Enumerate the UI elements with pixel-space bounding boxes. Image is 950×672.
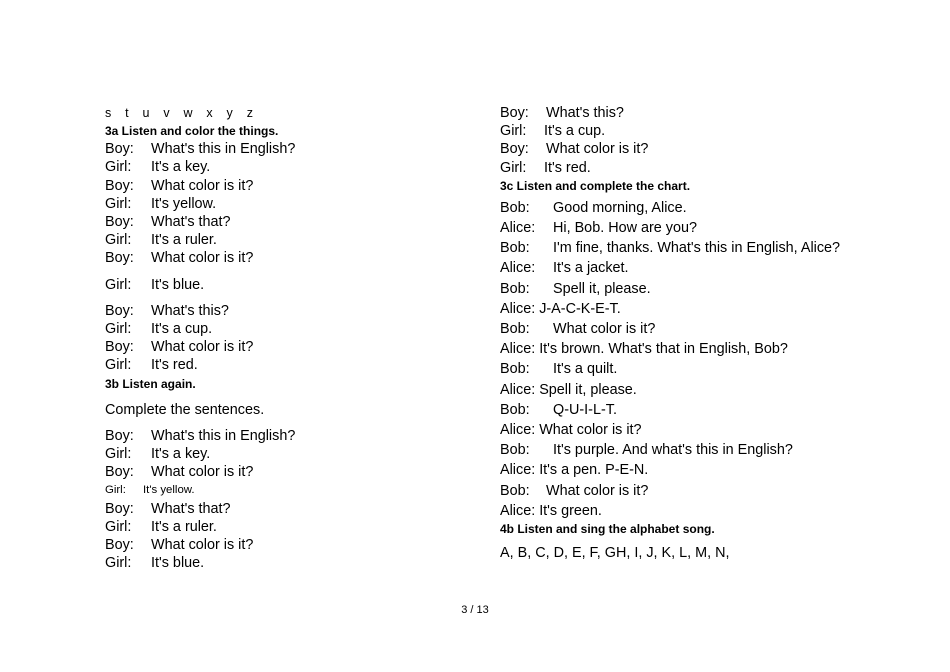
speaker-label: Girl: [105, 446, 132, 463]
dialog-text: Good morning, Alice. [553, 199, 687, 216]
dialog-line [105, 302, 465, 320]
speaker-label: Girl: [105, 321, 132, 338]
speaker-label: Boy: [500, 141, 529, 158]
dialog-text: What color is it? [151, 177, 254, 194]
dialog-line [105, 249, 465, 267]
dialog-text: It's a ruler. [151, 232, 217, 249]
dialog-text: Hi, Bob. How are you? [553, 220, 697, 237]
dialog-text: It's a cup. [544, 123, 606, 140]
text-line: Alice: It's brown. What's that in English, Bob? [500, 341, 788, 358]
dialog-text: It's a jacket. [553, 260, 629, 277]
speaker-label: Boy: [105, 339, 134, 356]
dialog-text: It's red. [151, 357, 198, 374]
dialog-line [105, 481, 465, 499]
dialog-line [105, 445, 465, 463]
speaker-label: Girl: [105, 195, 132, 212]
dialog-line [500, 482, 920, 500]
dialog-text: It's a key. [151, 159, 211, 176]
dialog-text: It's a cup. [151, 321, 213, 338]
dialog-line [105, 158, 465, 176]
text-line: Complete the sentences. [105, 401, 265, 418]
speaker-label: Alice: [500, 220, 536, 237]
dialog-line [500, 199, 920, 217]
dialog-line [105, 536, 465, 554]
section-heading: 3b Listen again. [105, 376, 196, 391]
section-heading: 3a Listen and color the things. [105, 124, 279, 139]
dialog-text: I'm fine, thanks. What's this in English, Alice? [553, 240, 841, 257]
dialog-text: What's this in English? [151, 427, 296, 444]
dialog-text: It's yellow. [143, 484, 195, 497]
dialog-line [500, 360, 920, 378]
dialog-text: What color is it? [151, 250, 254, 267]
dialog-line [500, 239, 920, 257]
dialog-line [500, 159, 920, 177]
page-number: 3 / 13 [461, 604, 489, 616]
dialog-line [105, 231, 465, 249]
speaker-label: Bob: [500, 280, 530, 297]
speaker-label: Bob: [500, 321, 530, 338]
dialog-line [105, 518, 465, 536]
dialog-line [105, 463, 465, 481]
text-line: Alice: What color is it? [500, 422, 642, 439]
dialog-text: It's purple. And what's this in English? [553, 442, 793, 459]
speaker-label: Boy: [105, 141, 134, 158]
dialog-line [105, 320, 465, 338]
dialog-text: What color is it? [151, 464, 254, 481]
speaker-label: Boy: [105, 464, 134, 481]
speaker-label: Bob: [500, 361, 530, 378]
dialog-text: It's blue. [151, 276, 205, 293]
text-line: Alice: J-A-C-K-E-T. [500, 300, 621, 317]
speaker-label: Boy: [105, 500, 134, 517]
dialog-text: It's a key. [151, 446, 211, 463]
dialog-text: Spell it, please. [553, 280, 651, 297]
speaker-label: Boy: [105, 250, 134, 267]
dialog-text: It's yellow. [151, 195, 217, 212]
dialog-line [105, 177, 465, 195]
section-heading: 4b Listen and sing the alphabet song. [500, 522, 715, 537]
dialog-line [105, 427, 465, 445]
dialog-text: Q-U-I-L-T. [553, 401, 617, 418]
dialog-text: It's blue. [151, 555, 205, 572]
speaker-label: Girl: [105, 518, 132, 535]
dialog-line [500, 219, 920, 237]
alphabet-letters: s t u v w x y z [105, 106, 253, 120]
dialog-line [105, 276, 465, 294]
dialog-line [500, 401, 920, 419]
speaker-label: Alice: [500, 260, 536, 277]
speaker-label: Boy: [105, 427, 134, 444]
speaker-label: Bob: [500, 240, 530, 257]
section-heading: 3c Listen and complete the chart. [500, 178, 691, 193]
right-column [500, 104, 920, 562]
text-line: Alice: It's a pen. P-E-N. [500, 462, 649, 479]
speaker-label: Girl: [500, 123, 527, 140]
dialog-text: It's red. [544, 159, 591, 176]
speaker-label: Girl: [105, 484, 126, 497]
dialog-line [105, 195, 465, 213]
speaker-label: Girl: [105, 555, 132, 572]
speaker-label: Boy: [105, 177, 134, 194]
dialog-text: It's a ruler. [151, 518, 217, 535]
dialog-text: What's this? [151, 302, 229, 319]
speaker-label: Girl: [105, 357, 132, 374]
text-line: Alice: It's green. [500, 502, 602, 519]
dialog-line [500, 140, 920, 158]
dialog-text: What's this in English? [151, 141, 296, 158]
dialog-line [105, 554, 465, 572]
dialog-text: What color is it? [151, 339, 254, 356]
dialog-line [500, 122, 920, 140]
speaker-label: Bob: [500, 482, 530, 499]
dialog-line [105, 356, 465, 374]
speaker-label: Girl: [105, 232, 132, 249]
dialog-text: What's that? [151, 214, 231, 231]
speaker-label: Boy: [105, 214, 134, 231]
speaker-label: Girl: [105, 159, 132, 176]
dialog-line [500, 441, 920, 459]
speaker-label: Bob: [500, 401, 530, 418]
dialog-text: What color is it? [553, 321, 656, 338]
dialog-line [500, 259, 920, 277]
dialog-line [105, 500, 465, 518]
speaker-label: Boy: [105, 302, 134, 319]
speaker-label: Bob: [500, 442, 530, 459]
speaker-label: Girl: [105, 276, 132, 293]
dialog-text: It's a quilt. [553, 361, 618, 378]
dialog-line [105, 338, 465, 356]
dialog-text: What's this? [546, 105, 624, 121]
dialog-line [500, 280, 920, 298]
dialog-line [105, 213, 465, 231]
left-column [105, 104, 465, 572]
dialog-line [500, 104, 920, 122]
speaker-label: Boy: [105, 537, 134, 554]
text-line: Alice: Spell it, please. [500, 381, 637, 398]
dialog-line [500, 320, 920, 338]
speaker-label: Girl: [500, 159, 527, 176]
dialog-text: What color is it? [546, 141, 649, 158]
dialog-text: What color is it? [546, 482, 649, 499]
dialog-text: What color is it? [151, 537, 254, 554]
dialog-text: What's that? [151, 500, 231, 517]
text-line: A, B, C, D, E, F, GH, I, J, K, L, M, N, [500, 545, 730, 562]
speaker-label: Boy: [500, 105, 529, 121]
speaker-label: Bob: [500, 199, 530, 216]
dialog-line [105, 140, 465, 158]
